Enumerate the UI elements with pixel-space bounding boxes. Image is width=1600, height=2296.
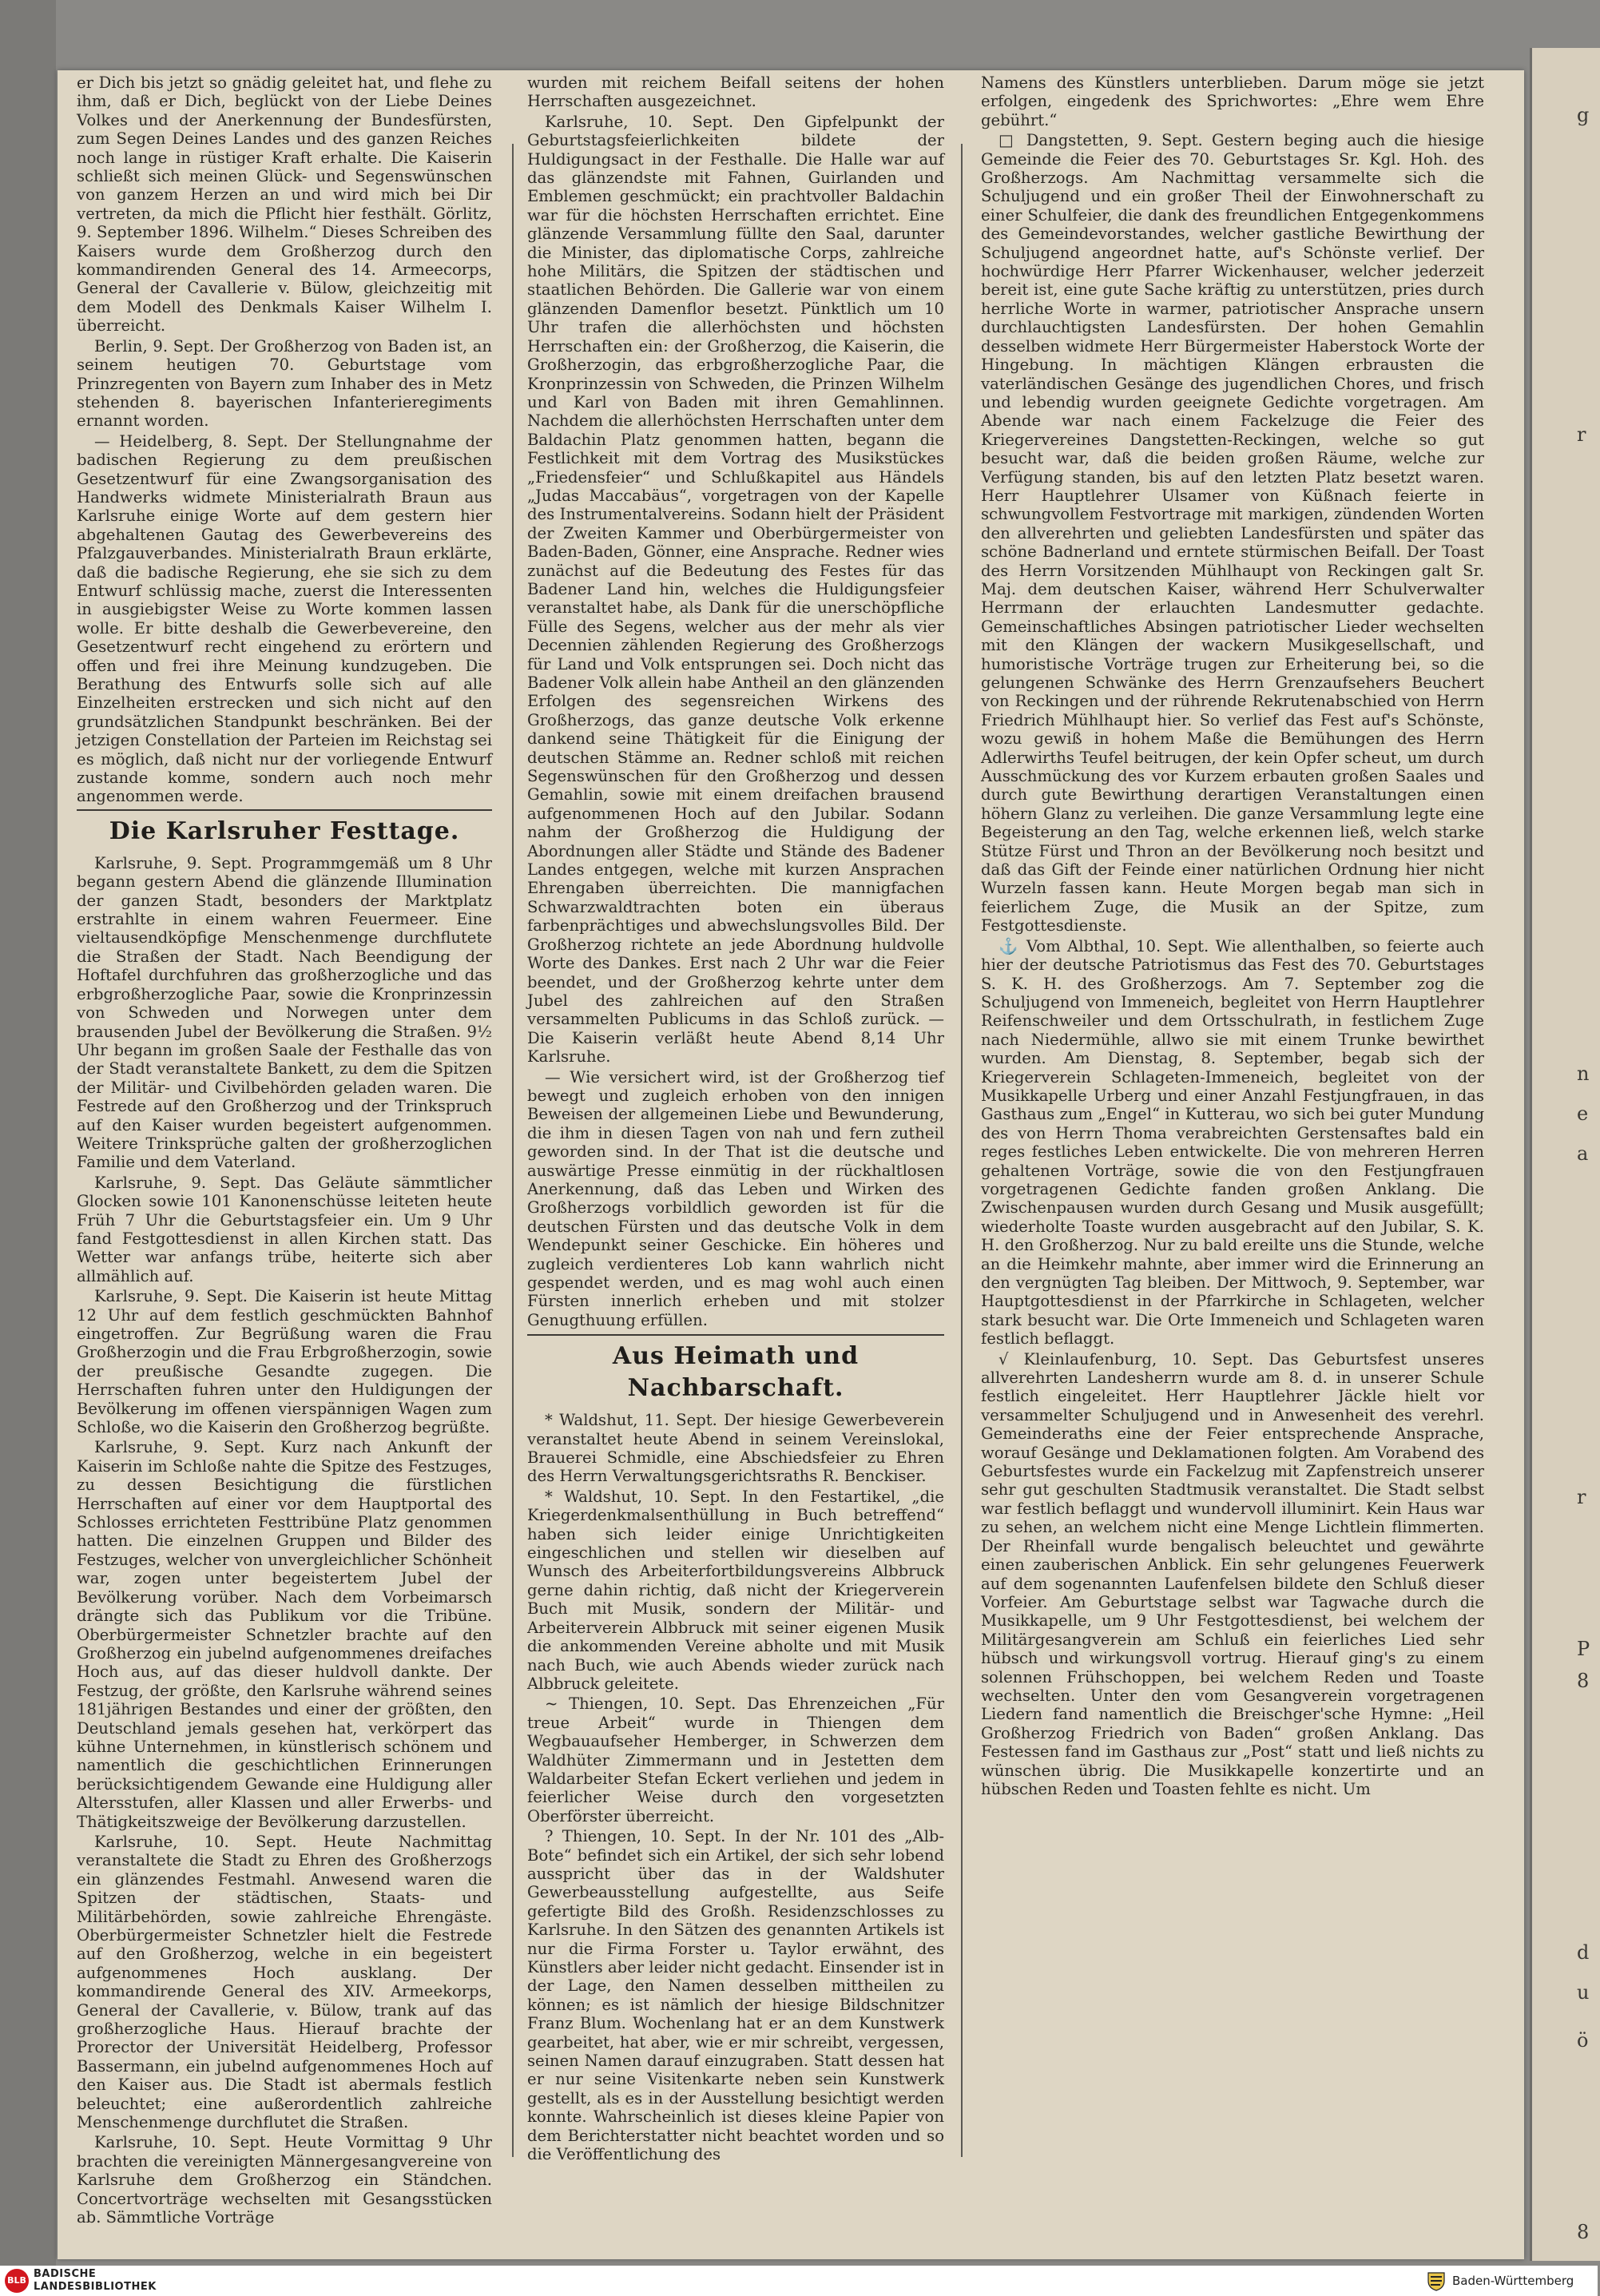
article-paragraph: ~ Thiengen, 10. Sept. Das Ehrenzeichen „Für treue Arbeit“ wurde in Thiengen dem Wegbauaufseher Hemberger, in Schwerzen dem Waldhüter Zimmermann und in Jestetten dem Waldarbeiter Stefan Eckert verliehen und jedem in feierlicher Weise durch den vorgesetzten Oberförster überreicht. bbox=[527, 1694, 944, 1825]
article-paragraph: Karlsruhe, 9. Sept. Die Kaiserin ist heute Mittag 12 Uhr auf dem festlich geschmückten Bahnhof eingetroffen. Zur Begrüßung waren die Frau Großherzogin und die Frau Erbgroßherzogin, sowie der preußische Gesandte zugegen. Die Herrschaften fuhren unter den Huldigungen der Bevölkerung im offenen vierspännigen Wagen zum Schloße, wo die Kaiserin den Großherzog begrüßte. bbox=[77, 1287, 492, 1437]
edge-letter: 8 bbox=[1577, 1670, 1590, 1692]
article-paragraph: Karlsruhe, 9. Sept. Programmgemäß um 8 Uhr begann gestern Abend die glänzende Illumination der ganzen Stadt, besonders der Marktplatz erstrahlte in einem wahren Feuermeer. Eine vieltausendköpfige Menschenmenge durchflutete die Straßen der Stadt. Nach Beendigung der Hoftafel durchfuhren das großherzogliche und das erbgroßherzogliche Paar, sowie die Kronprinzessin von Schweden und Norwegen unter dem brausenden Jubel der Bevölkerung die Straßen. 9½ Uhr begann im großen Saale der Festhalle das von der Stadt veranstaltete Bankett, zu dem die Spitzen der Militär- und Civilbehörden geladen waren. Die Festrede auf den Großherzog und der Trinkspruch auf den Kaiser wurden begeistert aufgenommen. Weitere Trinksprüche galten der großherzoglichen Familie und dem Vaterland. bbox=[77, 853, 492, 1172]
edge-letter: n bbox=[1577, 1063, 1590, 1085]
edge-letter: r bbox=[1577, 423, 1586, 446]
footer-bar bbox=[0, 2266, 1598, 2296]
column-2 bbox=[527, 73, 944, 2167]
edge-letter: g bbox=[1577, 104, 1590, 126]
article-paragraph: ? Thiengen, 10. Sept. In der Nr. 101 des „Alb-Bote“ befindet sich ein Artikel, der sich sehr lobend ausspricht über das in der Waldshuter Gewerbeausstellung aufgestellte, aus Seife gefertigte Bild des Großh. Residenzschlosses zu Karlsruhe. In den Sätzen des genannten Artikels ist nur die Firma Forster u. Taylor erwähnt, des Künstlers aber leider nicht gedacht. Einsender ist in der Lage, den Namen desselben mittheilen zu können; es ist nämlich der hiesige Bildschnitzer Franz Blum. Wochenlang hat er an dem Kunstwerk gearbeitet, hat aber, wie er mir schreibt, vergessen, seinen Namen darauf einzugraben. Statt dessen hat er nur seine Visitenkarte neben sein Kunstwerk gestellt, als es in der Ausstellung besichtigt werden konnte. Wahrscheinlich ist dieses kleine Papier von dem Berichterstatter nicht beachtet worden und so die Veröffentlichung des bbox=[527, 1827, 944, 2164]
next-page-edge bbox=[1530, 48, 1600, 2261]
edge-letter: e bbox=[1577, 1102, 1589, 1125]
edge-letter: 8 bbox=[1577, 2221, 1590, 2243]
article-paragraph: Karlsruhe, 9. Sept. Das Geläute sämmtlicher Glocken sowie 101 Kanonenschüsse leiteten heute Früh 7 Uhr die Geburtstagsfeier ein. Um 9 Uhr fand Festgottesdienst in allen Kirchen statt. Das Wetter war anfangs trübe, heiterte sich aber allmählich auf. bbox=[77, 1173, 492, 1285]
edge-letter: ö bbox=[1577, 2029, 1589, 2052]
library-name-line2: LANDESBIBLIOTHEK bbox=[34, 2281, 157, 2293]
article-paragraph: Karlsruhe, 10. Sept. Den Gipfelpunkt der Geburtstagsfeierlichkeiten bildete der Huldigungsact in der Festhalle. Die Halle war auf das glänzendste mit Fahnen, Guirlanden und Emblemen geschmückt; ein prachtvoller Baldachin war für die höchsten Herrschaften errichtet. Eine glänzende Versammlung füllte den Saal, darunter die Minister, das diplomatische Corps, zahlreiche hohe Militärs, die Spitzen der städtischen und staatlichen Behörden. Die Gallerie war von einem glänzenden Damenflor besetzt. Pünktlich um 10 Uhr trafen die allerhöchsten und höchsten Herrschaften ein: der Großherzog, die Kaiserin, die Großherzogin, das erbgroßherzogliche Paar, die Kronprinzessin von Schweden, die Prinzen Wilhelm und Karl von Baden mit ihren Gemahlinnen. Nachdem die allerhöchsten Herrschaften unter dem Baldachin Platz genommen hatten, begann die Festlichkeit mit dem Vortrag des Musikstückes „Friedensfeier“ und Schlußkapitel aus Händels „Judas Maccabäus“, vorgetragen von der Kapelle des Instrumentalvereins. Sodann hielt der Präsident der Zweiten Kammer und Oberbürgermeister von Baden-Baden, Gönner, eine Ansprache. Redner wies zunächst auf die Bedeutung des Festes für das Badener Land hin, welches die Huldigungsfeier veranstaltet habe, als Dank für die unerschöpfliche Fülle des Segens, welcher aus der mehr als vier Decennien zählenden Regierung des Großherzogs für Land und Volk entsprungen sei. Doch nicht das Badener Volk allein habe Antheil an den glänzenden Erfolgen des segensreichen Wirkens des Großherzogs, das ganze deutsche Volk erkenne dankend seine Thätigkeit für die Einigung der deutschen Stämme an. Redner schloß mit reichen Segenswünschen für den Großherzog und dessen Gemahlin, sowie mit einem dreifachen brausend aufgenommenen Hoch auf den Jubilar. Sodann nahm der Großherzog die Huldigung der Abordnungen aller Städte und Stände des Badener Landes entgegen, welche mit kurzen Ansprachen Ehrengaben überreichten. Die mannigfachen Schwarzwaldtrachten boten ein überaus farbenprächtiges und abwechslungsvolles Bild. Der Großherzog richtete an jede Abordnung huldvolle Worte des Dankes. Erst nach 2 Uhr war die Feier beendet, und der Großherzog kehrte unter dem Jubel des zahlreichen auf den Straßen versammelten Publicums in das Schloß zurück. — Die Kaiserin verläßt heute Abend 8,14 Uhr Karlsruhe. bbox=[527, 112, 944, 1067]
edge-letter: d bbox=[1577, 1941, 1590, 1964]
article-paragraph: — Wie versichert wird, ist der Großherzog tief bewegt und zugleich erhoben von den innigen Beweisen der allgemeinen Liebe und Bewunderung, die ihm in diesen Tagen von nah und fern zutheil geworden sind. In der That ist die deutsche und auswärtige Presse einmütig in der rückhaltlosen Anerkennung, daß das Leben und Wirken des Großherzogs vorbildlich geworden ist für die deutschen Fürsten und das deutsche Volk in dem Wendepunkt seiner Geschicke. Ein höheres und zugleich verdienteres Lob kann wahrlich nicht gespendet werden, und es mag wohl auch einen Fürsten innerlich erheben und mit stolzer Genugthuung erfüllen. bbox=[527, 1067, 944, 1329]
section-headline: Aus Heimath und Nachbarschaft. bbox=[612, 1342, 860, 1403]
edge-letter: P bbox=[1577, 1638, 1590, 1660]
article-paragraph: Namens des Künstlers unterblieben. Darum möge sie jetzt erfolgen, eingedenk des Sprichwortes: „Ehre wem Ehre gebührt.“ bbox=[981, 73, 1484, 129]
column-rule bbox=[961, 144, 963, 2157]
article-paragraph: ⚓ Vom Albthal, 10. Sept. Wie allenthalben, so feierte auch hier der deutsche Patriotismus das Fest des 70. Geburtstages S. K. H. des Großherzogs. Am 7. September zog die Schuljugend von Immeneich, begleitet von Herrn Hauptlehrer Reifenschweiler und dem Ortsschulrath, in festlichem Zuge nach Niedermühle, allwo sie mit einem Trunke bewirthet wurden. Am Dienstag, 8. September, begab sich der Kriegerverein Schlageten-Immeneich, begleitet von der Musikkapelle Urberg und einer Anzahl Festjungfrauen, in das Gasthaus zum „Engel“ in Kutterau, wo sich bei guter Mundung des von Herrn Thoma verabreichten Gerstensaftes bald ein reges festliches Leben entwickelte. Die von mehreren Herren gehaltenen Vorträge, sowie die von den Festjungfrauen vorgetragenen Gedichte fanden großen Anklang. Die Zwischenpausen wurden durch Gesang und Musik ausgefüllt; wiederholte Toaste wurden ausgebracht auf den Jubilar, S. K. H. den Großherzog. Nur zu bald ereilte uns die Stunde, welche an die Heimkehr mahnte, aber immer wird die Erinnerung an den vergnügten Tag bleiben. Der Mittwoch, 9. September, war Hauptgottesdienst in der Pfarrkirche in Schlageten, welcher stark besucht war. Die Orte Immeneich und Schlageten waren festlich beflaggt. bbox=[981, 936, 1484, 1349]
article-paragraph: Karlsruhe, 10. Sept. Heute Nachmittag veranstaltete die Stadt zu Ehren des Großherzogs ein glänzendes Festmahl. Anwesend waren die Spitzen der städtischen, Staats- und Militärbehörden, sowie zahlreiche Ehrengäste. Oberbürgermeister Schnetzler hielt die Festrede auf den Großherzog, welche in ein begeistert aufgenommenes Hoch ausklang. Der kommandirende General des XIV. Armeekorps, General der Cavallerie, v. Bülow, trank auf das großherzogliche Haus. Hierauf brachte der Prorector der Universität Heidelberg, Professor Bassermann, ein jubelnd aufgenommenes Hoch auf den Kaiser aus. Die Stadt ist abermals festlich beleuchtet; eine außerordentlich zahlreiche Menschenmenge durchflutet die Straßen. bbox=[77, 1832, 492, 2132]
state-coat-of-arms-icon bbox=[1426, 2270, 1447, 2291]
scan-background bbox=[0, 0, 56, 2266]
article-paragraph: — Heidelberg, 8. Sept. Der Stellungnahme der badischen Regierung zu dem preußischen Gesetzentwurf für eine Zwangsorganisation des Handwerks widmete Ministerialrath Braun aus Karlsruhe einige Worte auf dem gestern hier abgehaltenen Gautag des Gewerbevereins des Pfalzgauverbandes. Ministerialrath Braun erklärte, daß die badische Regierung, ehe sie sich zu dem Entwurf schlüssig mache, zuerst die Interessenten in ausgiebigster Weise zu Worte kommen lassen wolle. Er bitte deshalb die Gewerbevereine, den Gesetzentwurf recht eingehend zu erörtern und offen und frei ihre Meinung kundzugeben. Die Berathung des Entwurfs solle sich auf alle Einzelheiten erstrecken und sich nicht auf den grundsätzlichen Standpunkt beschränken. Bei der jetzigen Constellation der Parteien im Reichstag sei es möglich, daß nicht nur der vorliegende Entwurf zustande komme, sondern auch noch mehr angenommen werde. bbox=[77, 431, 492, 806]
article-paragraph: √ Kleinlaufenburg, 10. Sept. Das Geburtsfest unseres allverehrten Landesherrn wurde am 8. d. in unserer Schule festlich eingeleitet. Herr Hauptlehrer Jäckle hielt vor versammelter Schuljugend und in Anwesenheit des verehrl. Gemeinderaths eine der Feier entsprechende Ansprache, worauf Gesänge und Deklamationen folgten. Am Vorabend des Geburtsfestes wurde ein Fackelzug mit Zapfenstreich unserer sehr gut geschulten Stadtmusik veranstaltet. Die Stadt selbst war festlich beflaggt und wundervoll illuminirt. Kein Haus war zu sehen, an welchem nicht eine Menge Lichtlein flimmerten. Der Rheinfall wurde bengalisch beleuchtet und gewährte einen zauberischen Anblick. Ein sehr gelungenes Feuerwerk auf dem sogenannten Laufenfelsen bildete den Schluß dieser Vorfeier. Am Geburtstage selbst war Tagwache durch die Musikkapelle, um 9 Uhr Festgottesdienst, bei welchem der Militärgesangverein am Schluß ein feierliches Lied sehr hübsch und wirkungsvoll vortrug. Hierauf ging's zu einem solennen Frühschoppen, bei welchem Reden und Toaste wechselten. Unter den vom Gesangverein vorgetragenen Liedern fand namentlich die Breischger'sche Hymne: „Heil Großherzog Friedrich von Baden“ großen Anklang. Das Festessen fand im Gasthaus zur „Post“ statt und ließ nichts zu wünschen übrig. Die Musikkapelle konzertirte und an hübschen Reden und Toasten fehlte es nicht. Um bbox=[981, 1349, 1484, 1798]
state-label: Baden-Württemberg bbox=[1452, 2274, 1574, 2288]
article-paragraph: er Dich bis jetzt so gnädig geleitet hat, und flehe zu ihm, daß er Dich, beglückt von der Liebe Deines Volkes und der Anerkennung der Bundesfürsten, zum Segen Deines Landes und des ganzen Reiches noch lange in rüstiger Kraft erhalte. Die Kaiserin schließt sich meinen Glück- und Segenswünschen von ganzem Herzen an und wird mich bei Dir vertreten, da mich die Pflicht hier festhält. Görlitz, 9. September 1896. Wilhelm.“ Dieses Schreiben des Kaisers wurde dem Großherzog durch den kommandirenden General des 14. Armeecorps, General der Cavallerie v. Bülow, gleichzeitig mit dem Modell des Denkmals Kaiser Wilhelm I. überreicht. bbox=[77, 73, 492, 336]
section-rule bbox=[77, 809, 492, 811]
column-3 bbox=[981, 73, 1484, 2167]
section-rule bbox=[527, 1334, 944, 1336]
article-paragraph: * Waldshut, 10. Sept. In den Festartikel, „die Kriegerdenkmalsenthüllung in Buch betreffend“ haben sich leider einige Unrichtigkeiten eingeschlichen und stellen wir dieselben auf Wunsch des Arbeiterfortbildungsvereins Albbruck gerne dahin richtig, daß nicht der Kriegerverein Buch mit Musik, sondern der Militär- und Arbeiterverein Albbruck mit seiner eigenen Musik die ankommenden Vereine abholte und mit Musik nach Buch, wie auch Abends wieder zurück nach Albbruck geleitete. bbox=[527, 1487, 944, 1693]
edge-letter: u bbox=[1577, 1981, 1590, 2004]
edge-letter: a bbox=[1577, 1142, 1589, 1165]
article-paragraph: Karlsruhe, 9. Sept. Kurz nach Ankunft der Kaiserin im Schloße nahte die Spitze des Festzuges, zu dessen Besichtigung die fürstlichen Herrschaften auf einer vor dem Hauptportal des Schlosses errichteten Festtribüne Platz genommen hatten. Die einzelnen Gruppen und Bilder des Festzuges, welcher von unvergleichlicher Schönheit war, zogen unter begeistertem Jubel der Bevölkerung vorüber. Nach dem Vorbeimarsch drängte sich das Publikum vor die Tribüne. Oberbürgermeister Schnetzler brachte auf den Großherzog ein jubelnd aufgenommenes dreifaches Hoch aus, auf das dieser huldvoll dankte. Der Festzug, der größte, den Karlsruhe während seines 181jährigen Bestandes und einer der größten, den Deutschland jemals gesehen hat, verkörpert das kühne Unternehmen, in künstlerisch schönem und namentlich die geschichtlichen Erinnerungen berücksichtigendem Gewande eine Huldigung aller Altersstufen, aller Klassen und aller Erwerbs- und Thätigkeitszweige der Bevölkerung darzustellen. bbox=[77, 1438, 492, 1831]
article-paragraph: wurden mit reichem Beifall seitens der hohen Herrschaften ausgezeichnet. bbox=[527, 73, 944, 111]
article-paragraph: Berlin, 9. Sept. Der Großherzog von Baden ist, an seinem heutigen 70. Geburtstage vom Prinzregenten von Bayern zum Inhaber des in Metz stehenden 8. bayerischen Infanterieregiments ernannt worden. bbox=[77, 336, 492, 431]
blb-logo-icon: BLB bbox=[5, 2269, 29, 2293]
article-paragraph: □ Dangstetten, 9. Sept. Gestern beging auch die hiesige Gemeinde die Feier des 70. Geburtstages Sr. Kgl. Hoh. des Großherzogs. Am Nachmittag versammelte sich die Schuljugend und ein großer Theil der Einwohnerschaft zu einer Schulfeier, die dank des freundlichen Entgegenkommens des Gemeindevorstandes, welcher gastliche Bewirthung der Schuljugend angeordnet hatte, auf's Schönste verlief. Der hochwürdige Herr Pfarrer Wickenhauser, welcher jederzeit bereit ist, eine gute Sache kräftig zu unterstützen, pries durch herrliche Worte in warmer, patriotischer Ansprache unsern durchlauchtigsten Landesfürsten. Der hohen Gemahlin desselben widmete Herr Bürgermeister Haberstock Worte der Hingebung. In mächtigen Klängen erbrausten die vaterländischen Gesänge des jugendlichen Chores, und frisch und lebendig wurden geeignete Gedichte vorgetragen. Am Abende war nach einem Fackelzuge die Feier des Kriegervereines Dangstetten-Reckingen, welche so gut besucht war, daß die beiden großen Räume, welche zur Verfügung standen, bis auf den letzten Platz besetzt waren. Herr Hauptlehrer Ulsamer von Küßnach feierte in schwungvollem Festvortrage mit markigen, zündenden Worten den allverehrten und geliebten Landesfürsten und später das schöne Badnerland und erntete stürmischen Beifall. Der Toast des Herrn Vorsitzenden Mühlhaupt von Reckingen galt Sr. Maj. dem deutschen Kaiser, während Herr Schulverwalter Herrmann der erlauchten Landesmutter gedachte. Gemeinschaftliches Absingen patriotischer Lieder wechselten mit den Klängen der wackern Musikgesellschaft, und humoristische Vorträge trugen zur Erheiterung bei, so die gelungenen Schwänke des Herrn Grenzaufsehers Beuchert von Reckingen und der rührende Rekrutenabschied von Herrn Friedrich Mühlhaupt hier. So verlief das Fest auf's Schönste, wozu gewiß in hohem Maße die Bemühungen des Herrn Adlerwirths Teufel beitrugen, der kein Opfer scheut, um durch Ausschmückung des vor Kurzem erbauten großen Saales und durch gute Bewirthung derartigen Veranstaltungen einen höhern Glanz zu verleihen. Die ganze Versammlung legte eine Begeisterung an den Tag, welche erkennen ließ, welch starke Stütze Fürst und Thron an der Bevölkerung noch besitzt und daß das Gift der Feinde einer natürlichen Ordnung hier nicht Wurzeln fassen kann. Heute Morgen begab man sich in feierlichem Zuge, die Musik an der Spitze, zum Festgottesdienste. bbox=[981, 131, 1484, 935]
column-1 bbox=[77, 73, 492, 2227]
library-name-line1: BADISCHE bbox=[34, 2268, 97, 2280]
edge-letter: r bbox=[1577, 1486, 1586, 1508]
section-headline: Die Karlsruher Festtage. bbox=[109, 816, 460, 845]
article-paragraph: Karlsruhe, 10. Sept. Heute Vormittag 9 Uhr brachten die vereinigten Männergesangvereine von Karlsruhe dem Großherzog ein Ständchen. Concertvorträge wechselten mit Gesangsstücken ab. Sämmtliche Vorträge bbox=[77, 2133, 492, 2227]
column-rule bbox=[512, 144, 514, 2157]
article-paragraph: * Waldshut, 11. Sept. Der hiesige Gewerbeverein veranstaltet heute Abend in seinem Vereinslokal, Brauerei Schmidle, eine Abschiedsfeier zu Ehren des Herrn Verwaltungsgerichtsraths R. Benckiser. bbox=[527, 1411, 944, 1486]
